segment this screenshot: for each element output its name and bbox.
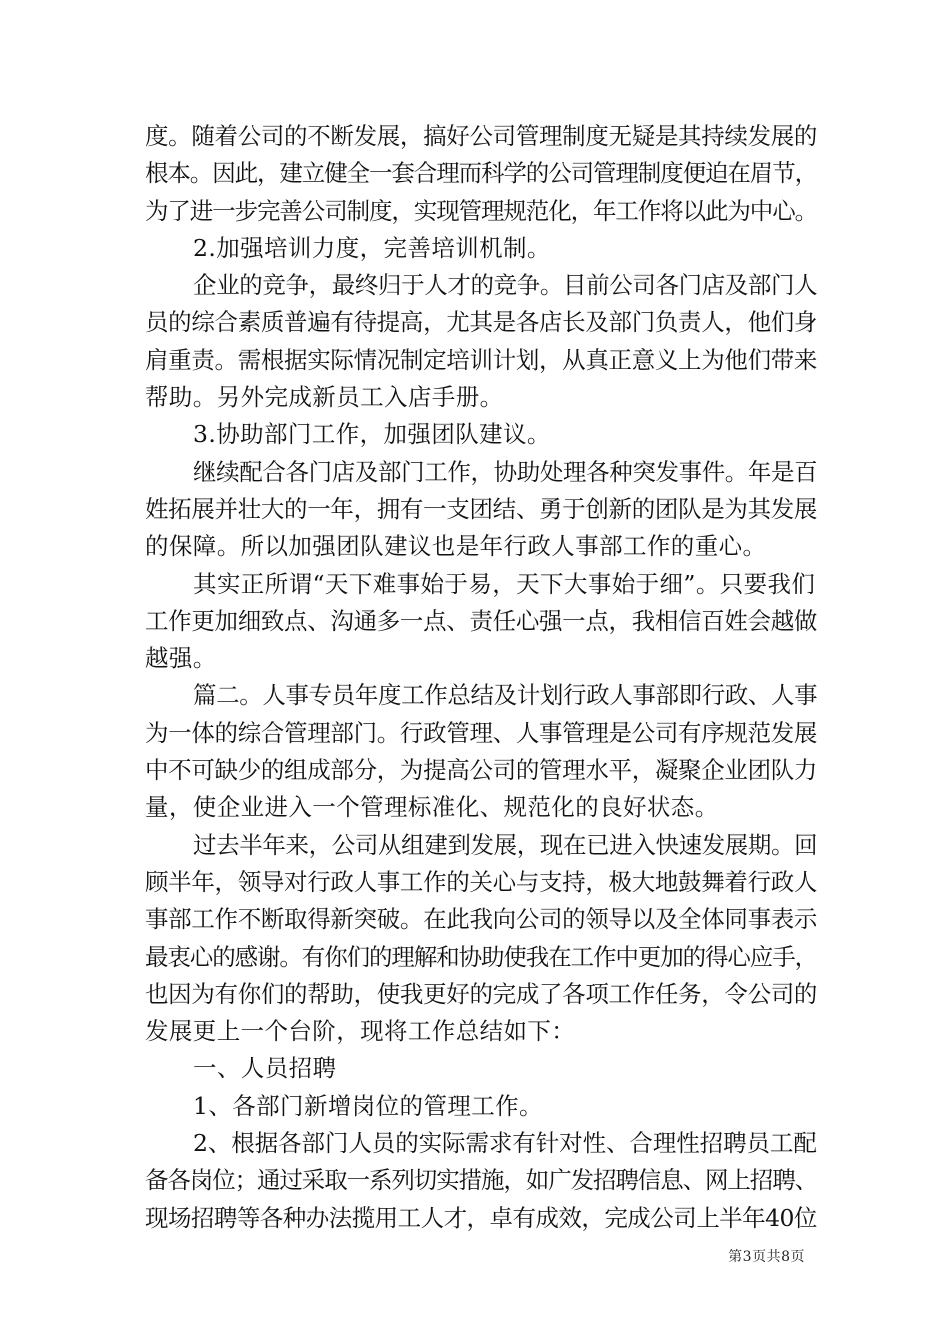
document-body xyxy=(145,118,817,1237)
list-item: 1、各部门新增岗位的管理工作。 xyxy=(193,1091,543,1120)
text-line: 越强。 xyxy=(145,644,217,673)
text-line: 最衷心的感谢。有你们的理解和协助使我在工作中更加的得心应手， xyxy=(145,942,817,971)
text-line: 现场招聘等各种办法揽用工人才，卓有成效，完成公司上半年40位 xyxy=(145,1203,817,1232)
text-line: 事部工作不断取得新突破。在此我向公司的领导以及全体同事表示 xyxy=(145,905,818,934)
text-line: 也因为有你们的帮助，使我更好的完成了各项工作任务，令公司的 xyxy=(145,979,818,1008)
text-line: 发展更上一个台阶，现将工作总结如下： xyxy=(145,1017,576,1046)
page-number-footer: 第3页共8页 xyxy=(728,1249,805,1265)
text-line: 的保障。所以加强团队建议也是年行政人事部工作的重心。 xyxy=(145,532,767,561)
text-line: 篇二。人事专员年度工作总结及计划行政人事部即行政、人事 xyxy=(193,681,818,710)
text-line: 企业的竞争，最终归于人才的竞争。目前公司各门店及部门人 xyxy=(193,271,818,300)
text-line: 备各岗位；通过采取一系列切实措施，如广发招聘信息、网上招聘、 xyxy=(145,1166,817,1195)
text-line: 帮助。另外完成新员工入店手册。 xyxy=(145,383,504,412)
section-heading: 一、人员招聘 xyxy=(193,1054,337,1083)
text-line: 为了进一步完善公司制度，实现管理规范化，年工作将以此为中心。 xyxy=(145,196,817,225)
text-line: 其实正所谓“天下难事始于易，天下大事始于细”。只要我们 xyxy=(193,569,816,598)
text-line: 中不可缺少的组成部分，为提高公司的管理水平，凝聚企业团队力 xyxy=(145,756,818,785)
section-heading: 3.协助部门工作，加强团队建议。 xyxy=(193,420,551,449)
text-line: 工作更加细致点、沟通多一点、责任心强一点，我相信百姓会越做 xyxy=(145,606,818,635)
section-heading: 2.加强培训力度，完善培训机制。 xyxy=(193,233,551,262)
text-line: 肩重责。需根据实际情况制定培训计划，从真正意义上为他们带来 xyxy=(145,345,818,374)
text-line: 量，使企业进入一个管理标准化、规范化的良好状态。 xyxy=(145,793,719,822)
text-line: 为一体的综合管理部门。行政管理、人事管理是公司有序规范发展 xyxy=(145,718,818,747)
text-line: 过去半年来，公司从组建到发展，现在已进入快速发展期。回 xyxy=(193,830,818,859)
text-line: 继续配合各门店及部门工作，协助处理各种突发事件。年是百 xyxy=(193,457,818,486)
text-line: 度。随着公司的不断发展，搞好公司管理制度无疑是其持续发展的 xyxy=(145,122,818,150)
text-line: 姓拓展并壮大的一年，拥有一支团结、勇于创新的团队是为其发展 xyxy=(145,494,818,523)
text-line: 根本。因此，建立健全一套合理而科学的公司管理制度便迫在眉节， xyxy=(145,159,817,188)
list-item: 2、根据各部门人员的实际需求有针对性、合理性招聘员工配 xyxy=(193,1129,817,1158)
text-line: 顾半年，领导对行政人事工作的关心与支持，极大地鼓舞着行政人 xyxy=(145,867,818,896)
text-line: 员的综合素质普遍有待提高，尤其是各店长及部门负责人，他们身 xyxy=(145,308,818,337)
